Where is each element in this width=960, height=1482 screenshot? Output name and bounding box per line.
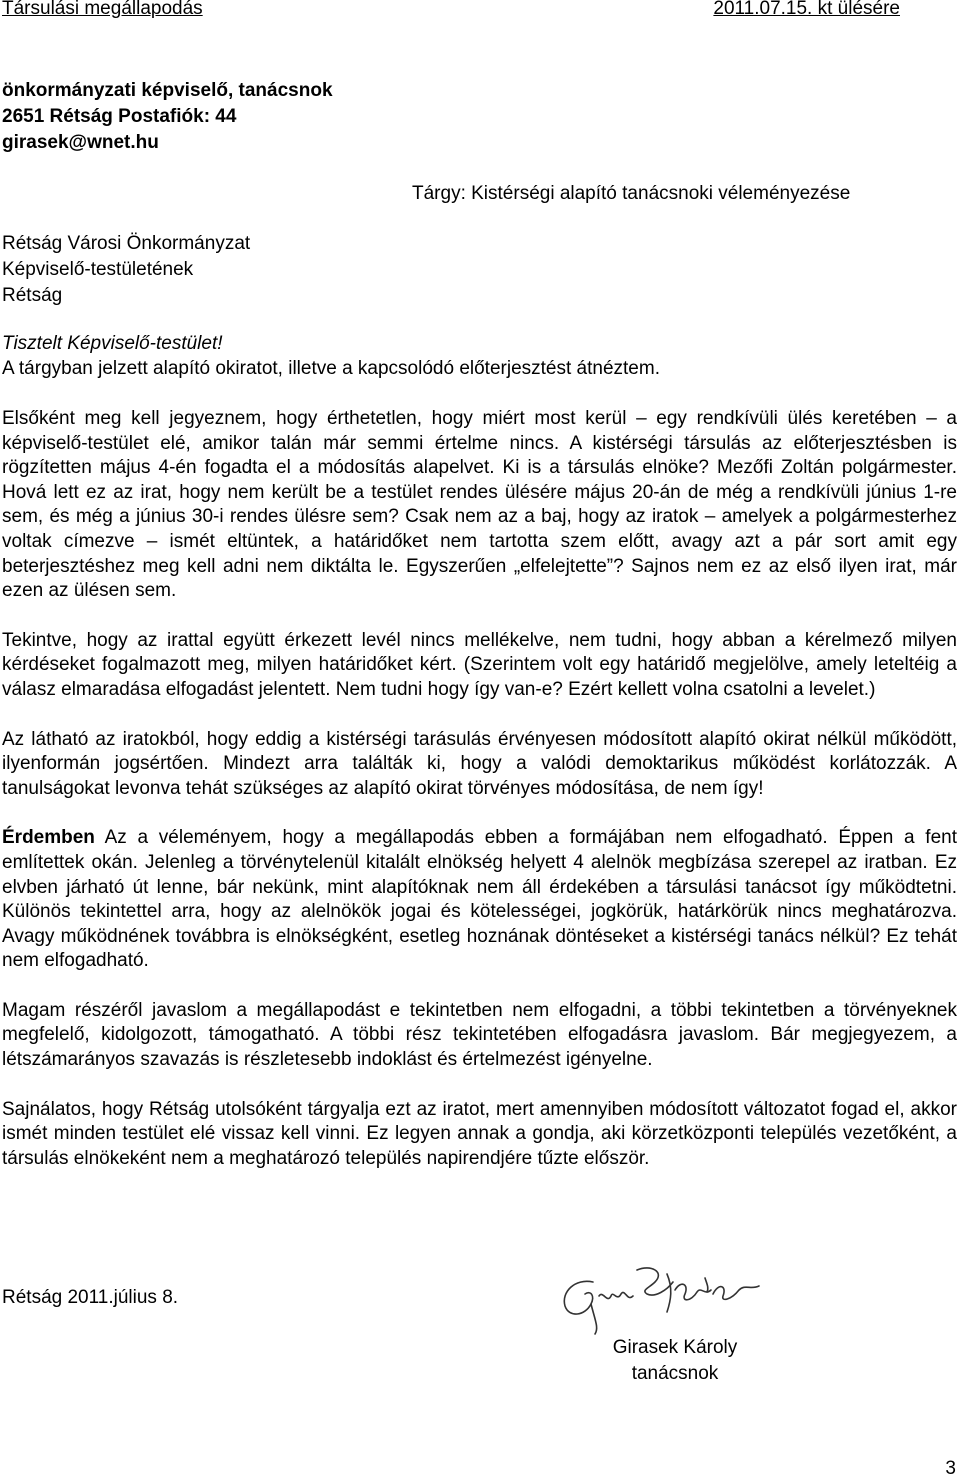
opinion-lead: Érdemben — [2, 827, 95, 849]
paragraph: Az látható az iratokból, hogy eddig a kistérségi tarásulás érvényesen módosított alapító okirat nélkül működött, ilyenformán jogsértően. Mindezt arra találták ki, hogy a valódi demoktarikus működést korlátozzák. A tanulságokat levonva tehát szükséges az alapító okirat törvényes módosítása, de nem így! — [2, 728, 957, 799]
subject-line: Tárgy: Kistérségi alapító tanácsnoki véleményezése — [412, 183, 851, 204]
sender-address: 2651 Rétság Postafiók: 44 — [2, 106, 237, 127]
recipient-line-1: Rétság Városi Önkormányzat — [2, 233, 251, 254]
sender-email: girasek@wnet.hu — [2, 132, 159, 153]
signer-title: tanácsnok — [631, 1363, 719, 1384]
header-title: Társulási megállapodás — [2, 0, 203, 19]
recipient-line-3: Rétság — [2, 285, 63, 306]
sender-block — [2, 78, 333, 156]
header-date: 2011.07.15. kt ülésére — [713, 0, 900, 19]
handwritten-signature — [555, 1260, 780, 1340]
page-header — [0, 0, 960, 24]
signer-name: Girasek Károly — [612, 1337, 738, 1358]
paragraph: Magam részéről javaslom a megállapodást e tekintetben nem elfogadni, a többi tekintetben a törvényeknek megfelelő, kidolgozott, támogatható. A többi rész tekintetében elfogadásra javaslom. Bár megjegyezem, a létszámarányos szavazás is részletesebb indoklást és értelmezést igényelne. — [2, 999, 957, 1071]
letter-body — [2, 407, 957, 1171]
sender-role: önkormányzati képviselő, tanácsnok — [2, 80, 333, 101]
opinion-text: Az a véleményem, hogy a megállapodás ebben a formájában nem elfogadható. Éppen a fent említettek okán. Jelenleg a törvénytelenül kitalált elnökség helyett 4 alelnök megbízása szerepel az iratban. Ez elvben járható út lenne, bár nekünk, mint alapítóknak nem áll érdekében a társulási tanácsot így működtetni. Különös tekintettel arra, hogy az alelnökök jogai és kötelességei, jogkörük, határkörük nincs meghatározva. Avagy működnének továbbra is elnökségként, esetleg hoznának döntéseket a kistérségi tanács nélkül? Ez tehát nem elfogadható. — [2, 827, 957, 972]
place-date: Rétság 2011.július 8. — [2, 1287, 179, 1308]
paragraph: Elsőként meg kell jegyeznem, hogy érthetetlen, hogy miért most kerül – egy rendkívüli ülés keretében – a képviselő-testület elé, amikor talán már semmi értelme nincs. A kistérségi társulás az előterjesztésben is rögzítetten május 4-én fogadta el a módosítás alapelvet. Ki is a társulás elnöke? Mezőfi Zoltán polgármester. Hová lett ez az irat, hogy nem került be a testület rendes ülésére május 20-án de még a rendkívüli június 1-re sem, és még a június 30-i rendes ülésre sem? Csak nem az a baj, hogy az iratok – amelyek a polgármesterhez voltak címezve – ismét eltüntek, a határidőket nem tartotta szem előtt, avagy azt a pár sort amit egy beterjesztéshez meg kell adni nem diktálta le. Egyszerűen „elfelejtette”? Sajnos nem ez az első ilyen irat, már ezen az ülésen sem. — [2, 408, 957, 602]
salutation: Tisztelt Képviselő-testület! — [2, 333, 223, 354]
intro-sentence: A tárgyban jelzett alapító okiratot, illetve a kapcsolódó előterjesztést átnéztem. — [2, 358, 660, 379]
recipient-block — [2, 231, 250, 309]
recipient-line-2: Képviselő-testületének — [2, 259, 194, 280]
page-number: 3 — [945, 1458, 956, 1479]
opinion-paragraph — [2, 826, 957, 974]
paragraph: Tekintve, hogy az irattal együtt érkezett levél nincs mellékelve, nem tudni, hogy abban a kérelmező milyen kérdéseket fogalmazott meg, milyen határidőket kért. (Szerintem volt egy határidő megjelölve, amely leteltéig a válasz elmaradása elfogadást jelentett. Nem tudni hogy így van-e? Ezért kellett volna csatolni a levelet.) — [2, 629, 957, 700]
signer-block — [575, 1335, 775, 1387]
paragraph: Sajnálatos, hogy Rétság utolsóként tárgyalja ezt az iratot, mert amennyiben módosított változatot fogad el, akkor ismét minden testület elé vissaz kell vinni. Ez legyen annak a gondja, aki körzetközponti település vezetőként, a társulás elnökeként nem a meghatározó település napirendjére tűzte először. — [2, 1098, 957, 1169]
